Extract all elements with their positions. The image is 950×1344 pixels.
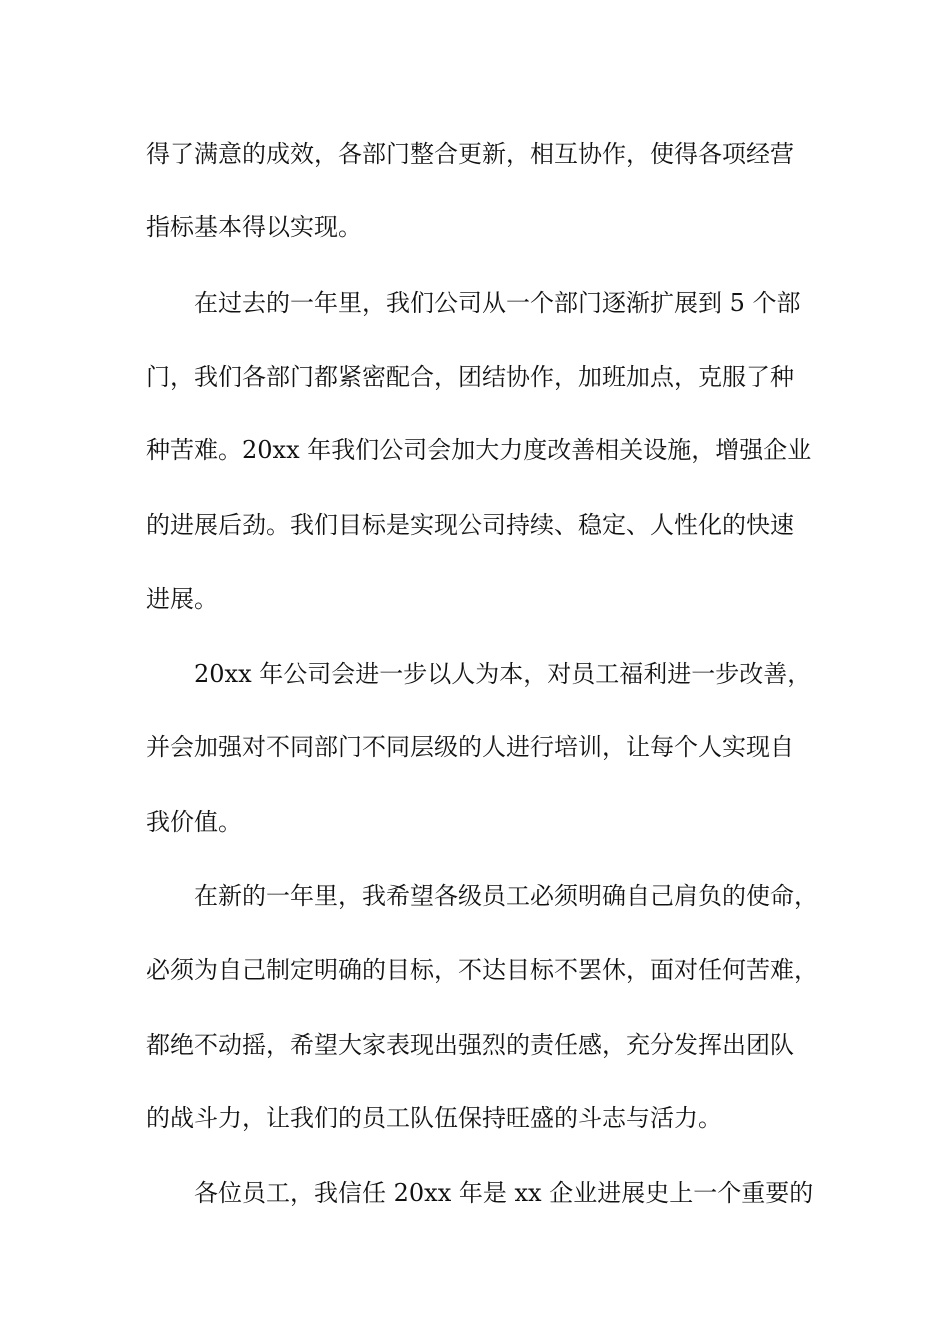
paragraph-start-line: 20xx 年公司会进一步以人为本，对员工福利进一步改善， (194, 660, 812, 688)
text-line: 并会加强对不同部门不同层级的人进行培训，让每个人实现自 (146, 733, 794, 761)
text-line: 我价值。 (146, 808, 242, 836)
text-line: 必须为自己制定明确的目标，不达目标不罢休，面对任何苦难， (146, 956, 818, 984)
paragraph-start-line: 在新的一年里，我希望各级员工必须明确自己肩负的使命， (194, 882, 818, 910)
text-line: 种苦难。20xx 年我们公司会加大力度改善相关设施，增强企业 (146, 436, 812, 464)
text-line: 的进展后劲。我们目标是实现公司持续、稳定、人性化的快速 (146, 511, 794, 539)
text-line: 都绝不动摇，希望大家表现出强烈的责任感，充分发挥出团队 (146, 1031, 794, 1059)
text-line: 得了满意的成效，各部门整合更新，相互协作，使得各项经营 (146, 140, 794, 168)
paragraph-start-line: 各位员工，我信任 20xx 年是 xx 企业进展史上一个重要的 (194, 1179, 814, 1207)
text-line: 的战斗力，让我们的员工队伍保持旺盛的斗志与活力。 (146, 1104, 722, 1132)
paragraph-start-line: 在过去的一年里，我们公司从一个部门逐渐扩展到 5 个部 (194, 289, 801, 317)
text-line: 进展。 (146, 585, 218, 613)
text-line: 门，我们各部门都紧密配合，团结协作，加班加点，克服了种 (146, 363, 794, 391)
text-line: 指标基本得以实现。 (146, 213, 362, 241)
